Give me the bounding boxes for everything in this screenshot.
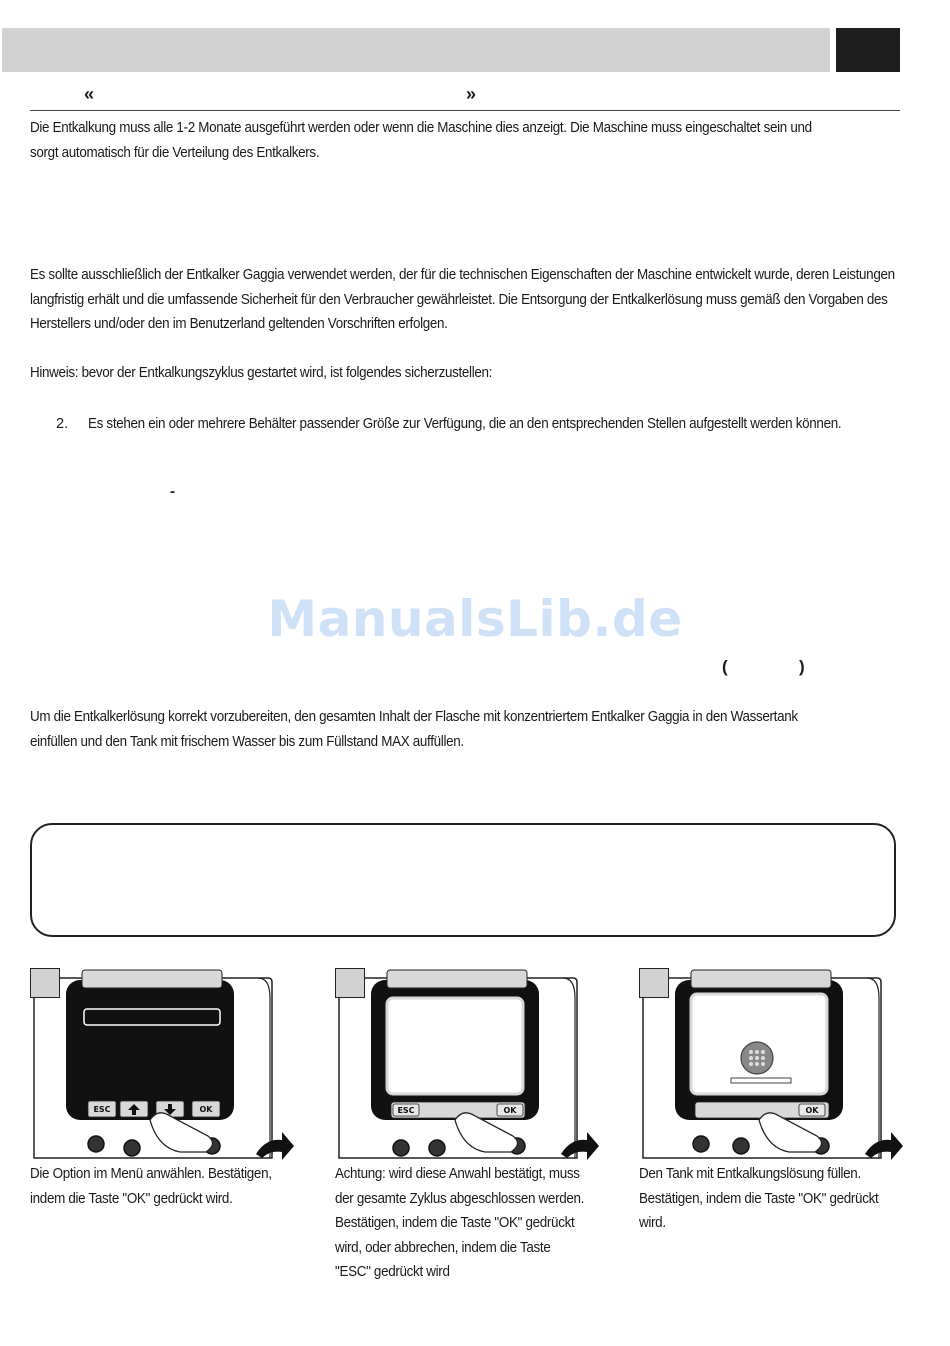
step-1-caption: Die Option im Menü anwählen. Bestätigen, indem die Taste "OK" gedrückt wird.: [30, 1166, 272, 1207]
step-1-ok-label: OK: [199, 1105, 213, 1114]
watermark: ManualsLib.de: [267, 590, 683, 648]
step-2-esc-label: ESC: [397, 1106, 415, 1115]
step-1-esc-label: ESC: [93, 1105, 111, 1114]
step-3-illustration: [639, 968, 909, 1162]
step-2-ok-label: OK: [503, 1106, 517, 1115]
intro-paragraph: Die Entkalkung muss alle 1-2 Monate ausgeführt werden oder wenn die Maschine dies anzeigt. Die Maschine muss eingeschaltet sein und sorgt automatisch für die Verteilung des Entkalkers.: [30, 120, 812, 161]
list-item-number: 2.: [56, 416, 69, 432]
quote-close: »: [466, 84, 477, 104]
title-rule: [30, 110, 900, 111]
step-1-illustration: [30, 968, 300, 1162]
header-bar: [2, 28, 830, 72]
paren-open: (: [722, 657, 728, 676]
note-paragraph: Hinweis: bevor der Entkalkungszyklus gestartet wird, ist folgendes sicherzustellen:: [30, 365, 493, 381]
dash-mark: -: [170, 483, 175, 500]
step-3-caption: Den Tank mit Entkalkungslösung füllen. Bestätigen, indem die Taste "OK" gedrückt wird.: [639, 1166, 879, 1231]
step-1-number-box: [30, 968, 60, 998]
step-2-number-box: [335, 968, 365, 998]
list-item-text: Es stehen ein oder mehrere Behälter passender Größe zur Verfügung, die an den entsprechenden Stellen aufgestellt werden können.: [88, 416, 842, 432]
step-2-caption: Achtung: wird diese Anwahl bestätigt, muss der gesamte Zyklus abgeschlossen werden. Bestätigen, indem die Taste "OK" gedrückt wird, oder abbrechen, indem die Taste "ESC" gedrückt wird: [335, 1166, 585, 1280]
quote-open: «: [84, 84, 95, 104]
step-2-illustration: [335, 968, 605, 1162]
notice-box: [30, 823, 896, 937]
page-number-block: [836, 28, 900, 72]
descaler-paragraph: Es sollte ausschließlich der Entkalker Gaggia verwendet werden, der für die technischen Eigenschaften der Maschine entwickelt wurde, deren Leistungen langfristig erhält und die umfassende Sicherheit für den Verbraucher gewährleistet. Die Entsorgung der Entkalkerlösung muss gemäß den Vorgaben des Herstellers und/oder den im Benutzerland geltenden Vorschriften erfolgen.: [30, 267, 895, 332]
prepare-paragraph: Um die Entkalkerlösung korrekt vorzubereiten, den gesamten Inhalt der Flasche mit konzentriertem Entkalker Gaggia in den Wassertank einfüllen und den Tank mit frischem Wasser bis zum Füllstand MAX auffüllen.: [30, 709, 798, 750]
step-3-ok-label: OK: [805, 1106, 819, 1115]
step-3-number-box: [639, 968, 669, 998]
paren-close: ): [799, 657, 805, 676]
